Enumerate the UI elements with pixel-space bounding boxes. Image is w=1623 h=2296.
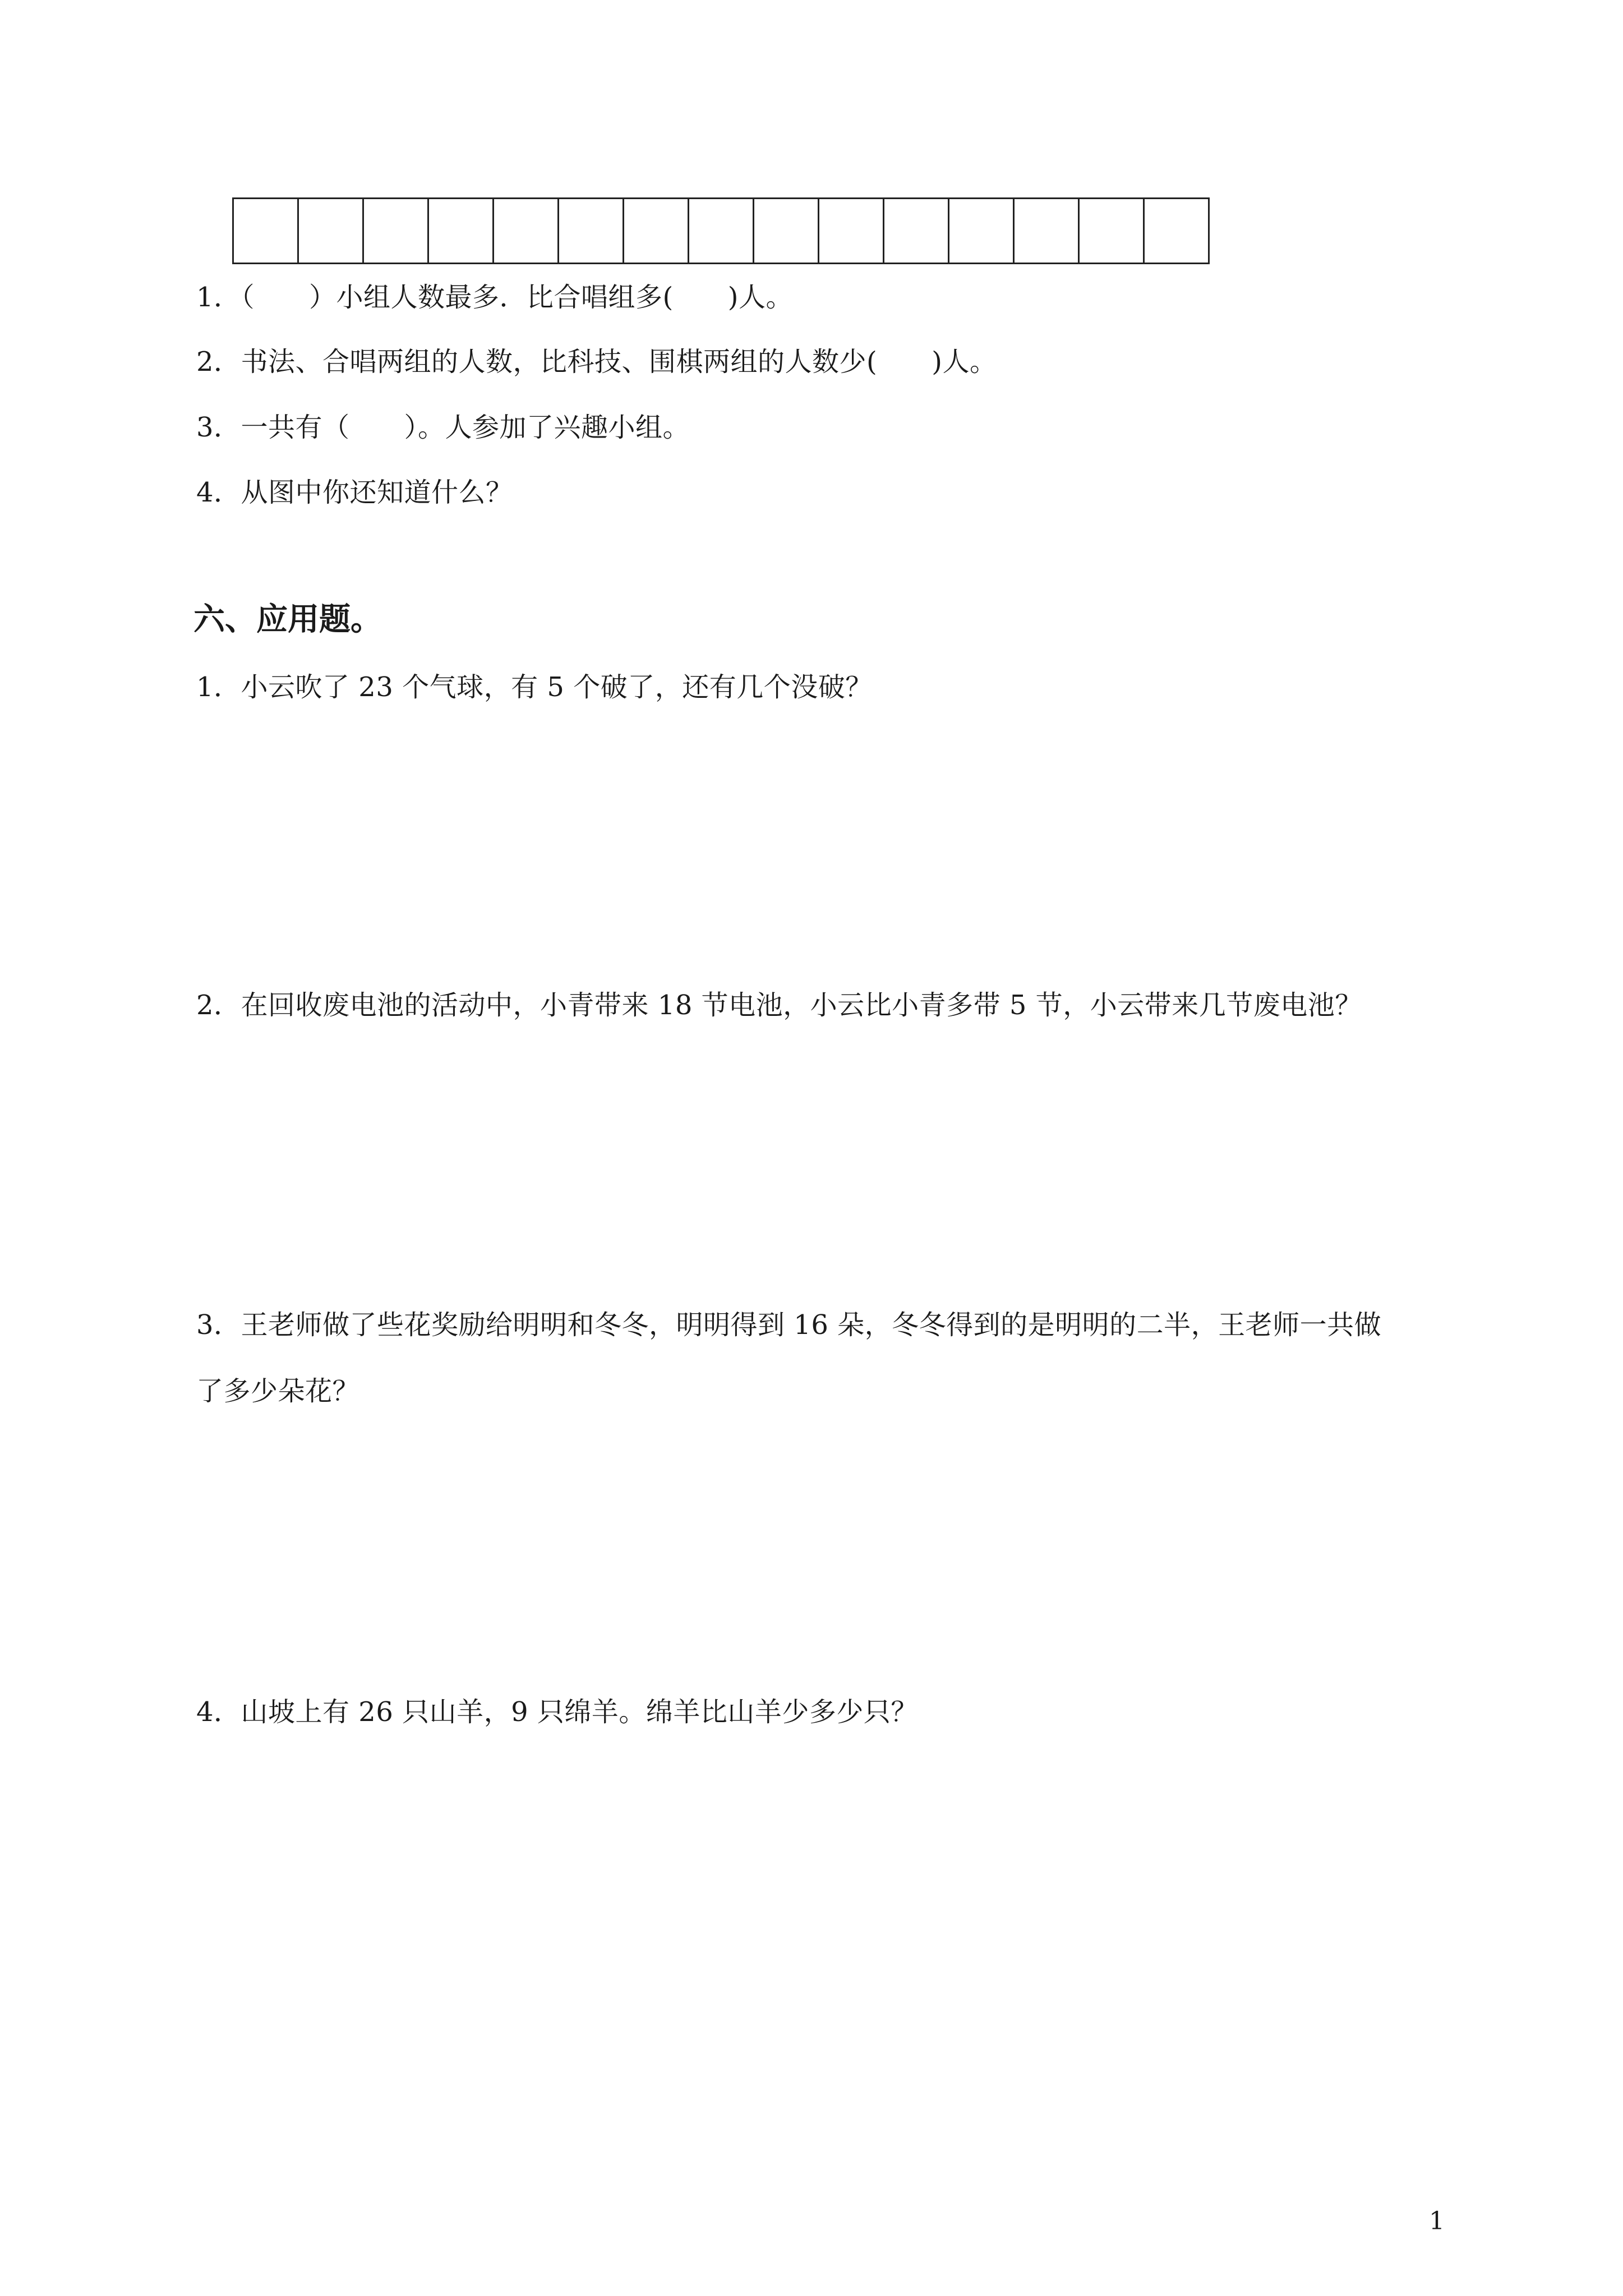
question-5-2: 2．书法、合唱两组的人数，比科技、围棋两组的人数少( )人。 (196, 346, 997, 378)
blank-box[interactable] (494, 197, 559, 264)
blank-box[interactable] (299, 197, 364, 264)
question-6-4: 4．山坡上有 26 只山羊，9 只绵羊。绵羊比山羊少多少只？ (196, 1696, 918, 1728)
blank-box[interactable] (364, 197, 429, 264)
question-6-3: 3．王老师做了些花奖励给明明和冬冬，明明得到 16 朵，冬冬得到的是明明的二半，王老师一共做 (196, 1309, 1382, 1341)
blank-box[interactable] (234, 197, 299, 264)
question-6-2: 2．在回收废电池的活动中，小青带来 18 节电池，小云比小青多带 5 节，小云带来几节废电池？ (196, 990, 1362, 1021)
blank-box[interactable] (429, 197, 494, 264)
question-5-3: 3．一共有（ ）。人参加了兴趣小组。 (196, 412, 690, 443)
section-6-title: 六、应用题。 (193, 601, 382, 638)
question-5-4: 4．从图中你还知道什么？ (196, 477, 513, 508)
question-6-1: 1．小云吹了 23 个气球，有 5 个破了，还有几个没破？ (196, 671, 873, 703)
page-number: 1 (1429, 2207, 1445, 2235)
blank-box[interactable] (949, 197, 1015, 264)
question-6-3-cont: 了多少朵花？ (196, 1375, 360, 1407)
blank-box[interactable] (1145, 197, 1210, 264)
blank-box[interactable] (884, 197, 949, 264)
blank-box-row (232, 197, 1210, 264)
blank-box[interactable] (819, 197, 884, 264)
blank-box[interactable] (754, 197, 819, 264)
question-5-1: 1．（ ）小组人数最多．比合唱组多( )人。 (196, 282, 793, 313)
blank-box[interactable] (559, 197, 624, 264)
blank-box[interactable] (624, 197, 689, 264)
blank-box[interactable] (1080, 197, 1145, 264)
blank-box[interactable] (689, 197, 754, 264)
blank-box[interactable] (1015, 197, 1080, 264)
